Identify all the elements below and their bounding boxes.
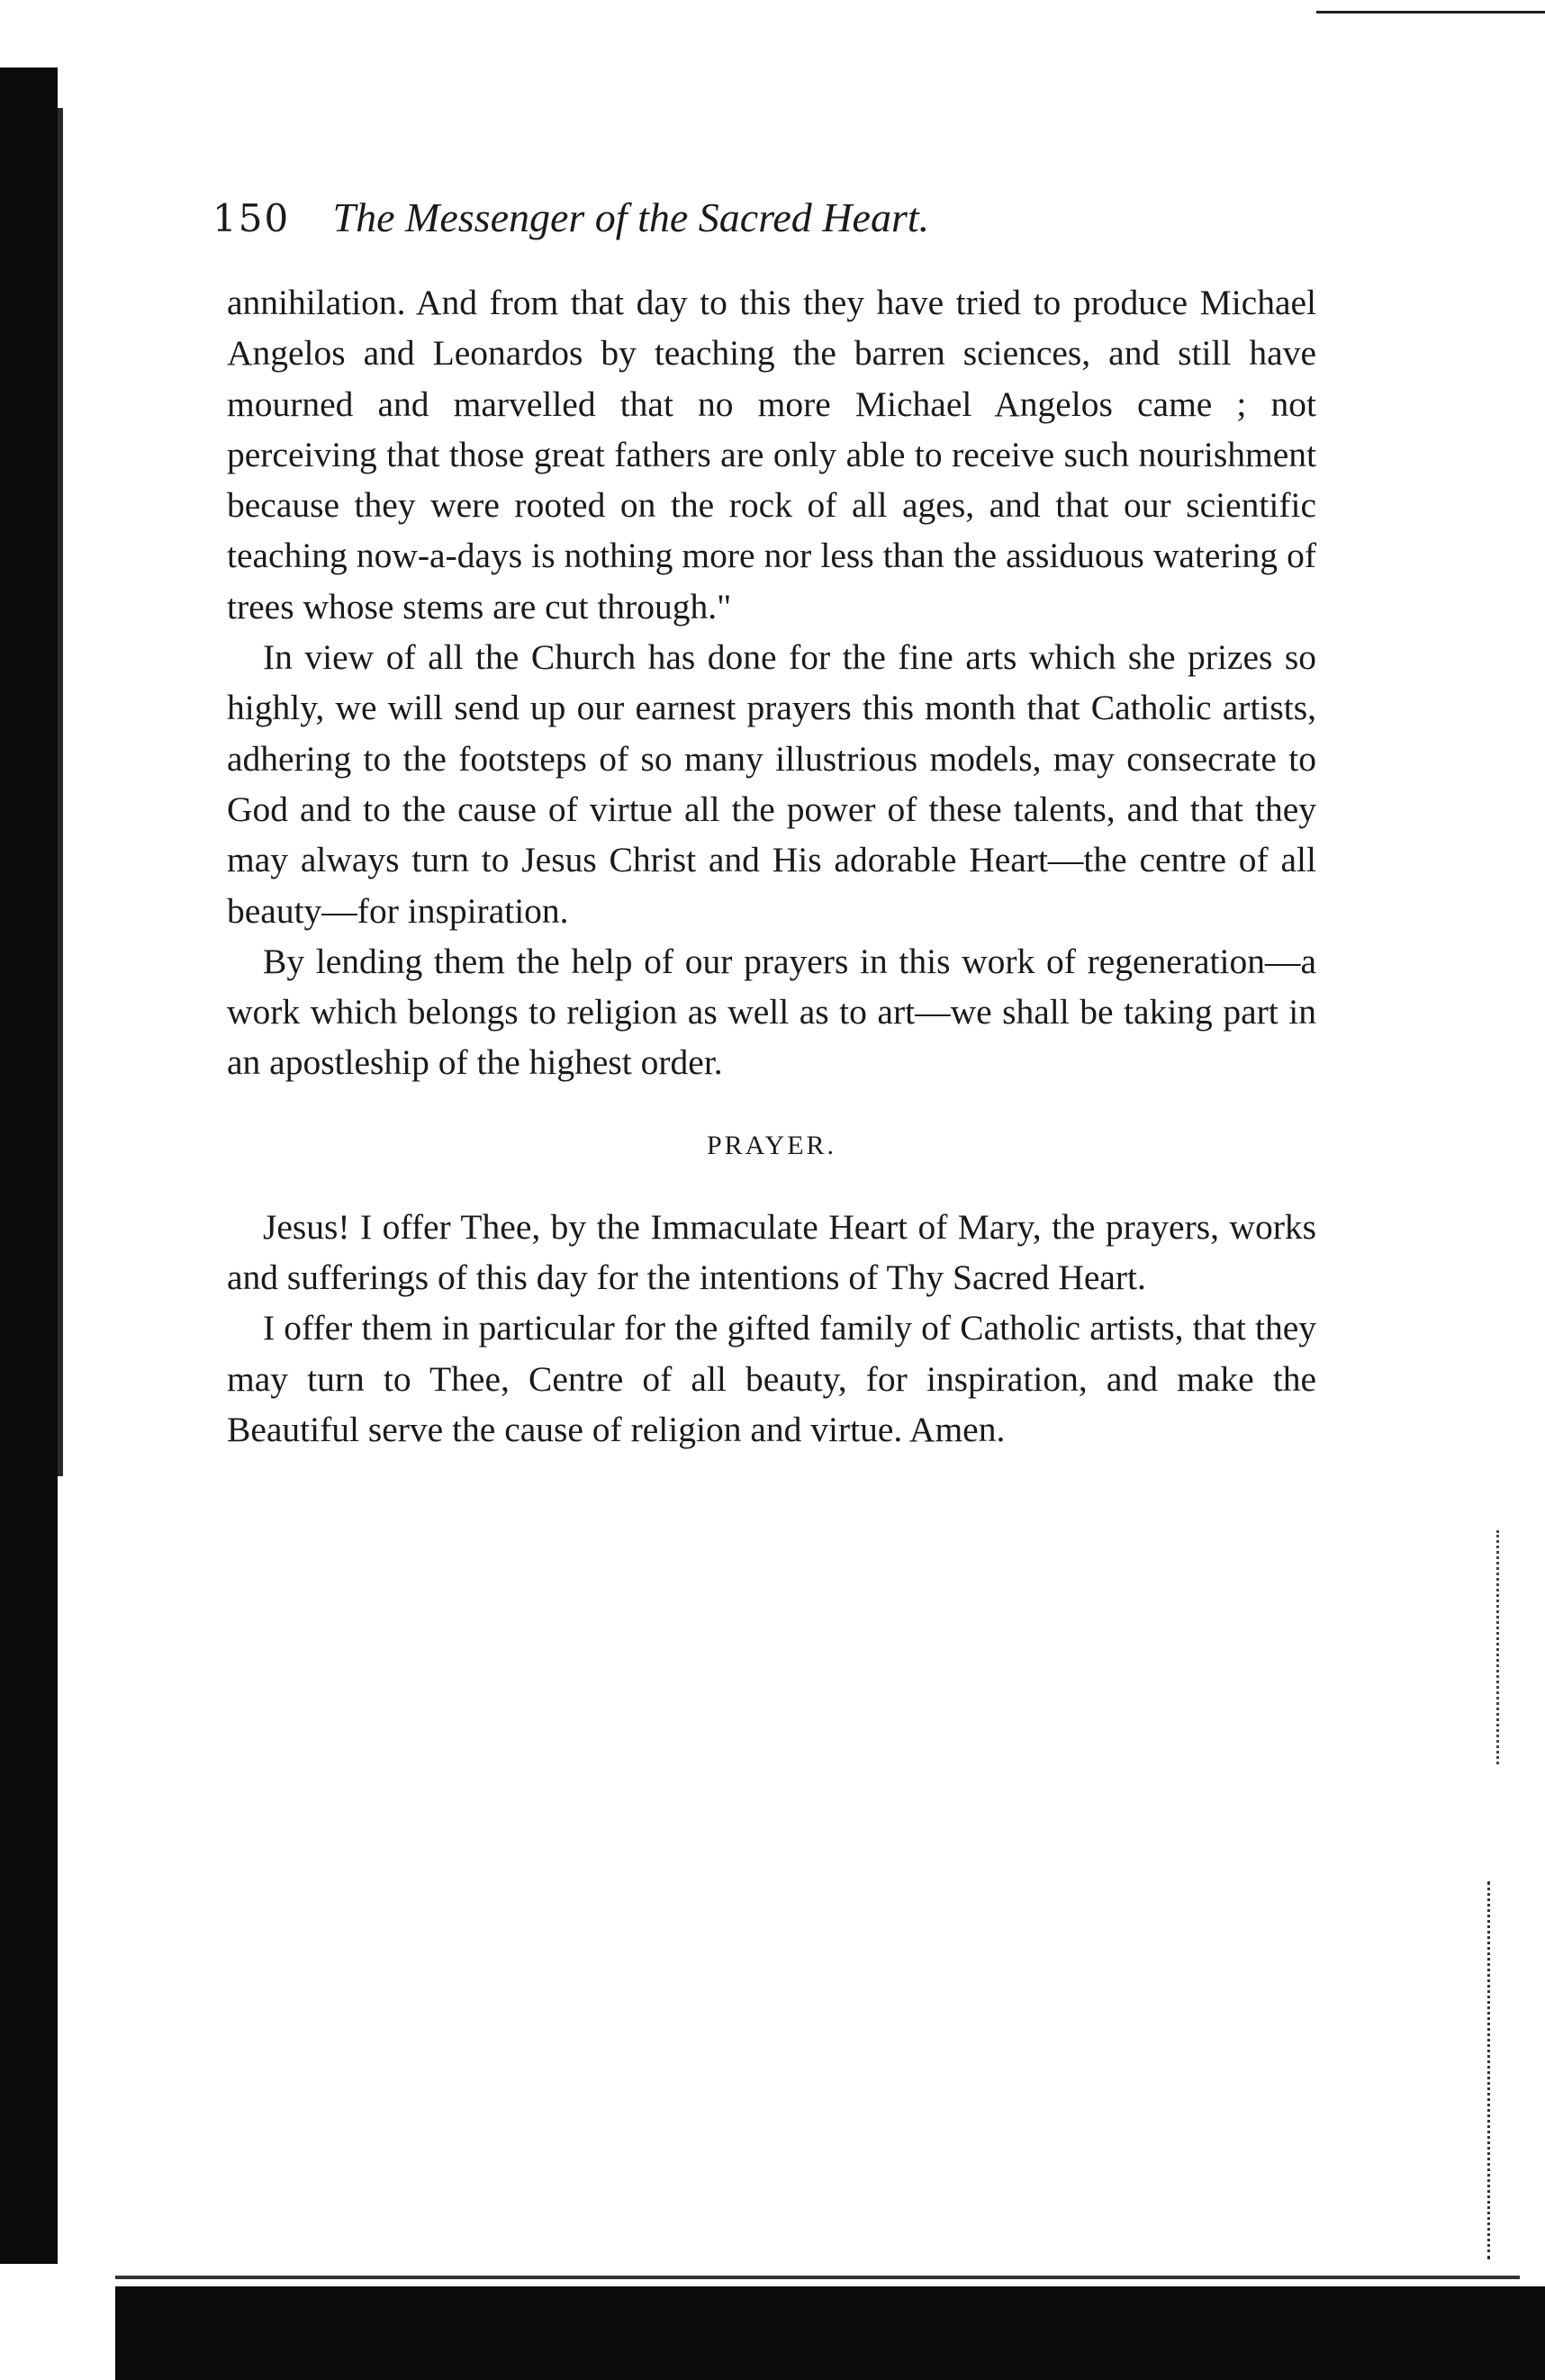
page-number: 150 bbox=[212, 196, 291, 240]
prayer-heading: PRAYER. bbox=[706, 1130, 837, 1160]
paragraph: In view of all the Church has done for the fine arts which she prizes so highly, we will send up our earnest prayers this month that Catholic artists, adhering to the footsteps of so many illustrious models, may consecrate to God and to the cause of virtue all the power of these talents, and that they may always turn to Jesus Christ and His adorable Heart—the centre of all beauty—for inspiration. bbox=[227, 637, 1316, 931]
paragraph-continued: annihilation. And from that day to this they have tried to produce Michael Angelos and Leonardos by teaching the barren sciences, and still have mourned and marvelled that no more Michael Angelos came ; not perceiving that those great fathers are only able to receive such nourishment because they were rooted on the rock of all ages, and that our scientific teaching now-a-days is nothing more nor less than the assiduous watering of trees whose stems are cut through." bbox=[227, 283, 1316, 627]
scan-bottom-rule bbox=[115, 2276, 1520, 2279]
scan-edge-marks-right-lower bbox=[1487, 1881, 1495, 2259]
prayer-paragraph: Jesus! I offer Thee, by the Immaculate Heart of Mary, the prayers, works and sufferings of this day for the intentions of Thy Sacred Heart. bbox=[227, 1206, 1316, 1298]
journal-title: The Messenger of the Sacred Heart. bbox=[332, 194, 930, 240]
page-body bbox=[227, 277, 1316, 1455]
scan-edge-shadow-left-inner bbox=[58, 108, 63, 1476]
scan-top-rule bbox=[1316, 11, 1545, 14]
scan-edge-shadow-left bbox=[0, 68, 58, 2264]
running-head bbox=[212, 191, 1203, 245]
paragraph: By lending them the help of our prayers in this work of regeneration—a work which belongs to religion as well as to art—we shall be taking part in an apostleship of the highest order. bbox=[227, 941, 1316, 1083]
scan-edge-marks-right-upper bbox=[1496, 1530, 1503, 1764]
prayer-paragraph: I offer them in particular for the gifted family of Catholic artists, that they may turn to Thee, Centre of all beauty, for inspiration, and make the Beautiful serve the cause of religion and virtue. Amen. bbox=[227, 1308, 1316, 1449]
scan-edge-shadow-bottom bbox=[115, 2286, 1545, 2380]
